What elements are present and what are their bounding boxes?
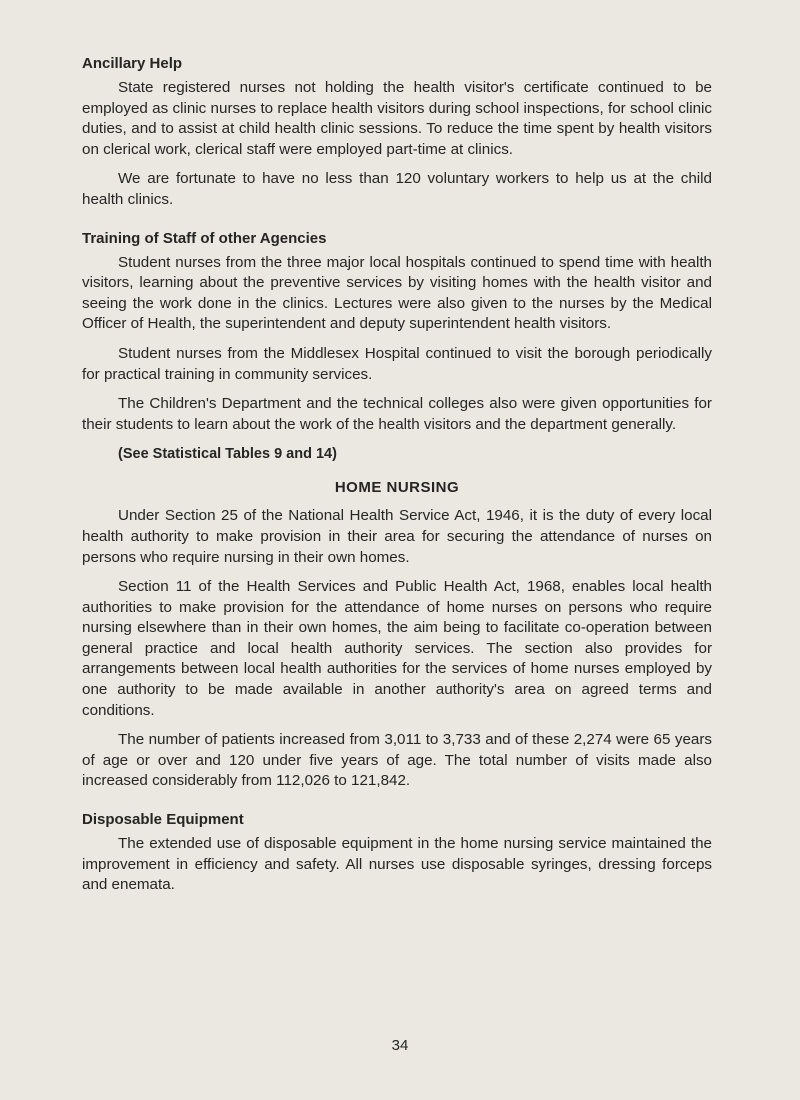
paragraph: The extended use of disposable equipment in the home nursing service maintained the improvement in efficiency and safety. All nurses use disposable syringes, dressing forceps and enemata.	[82, 835, 712, 894]
paragraph: State registered nurses not holding the health visitor's certificate continued to be employed as clinic nurses to replace health visitors during school inspections, for school clinic duties, and to assist at child health clinic sessions. To reduce the time spent by health visitors on clerical work, clerical staff were employed part-time at clinics.	[82, 79, 712, 158]
paragraph: We are fortunate to have no less than 120 voluntary workers to help us at the child health clinics.	[82, 170, 712, 208]
paragraph: The number of patients increased from 3,011 to 3,733 and of these 2,274 were 65 years of age or over and 120 under five years of age. The total number of visits made also increased considerably from 112,026 to 121,842.	[82, 731, 712, 790]
heading-ancillary-help: Ancillary Help	[82, 55, 183, 72]
heading-training-of-staff: Training of Staff of other Agencies	[82, 229, 327, 247]
statistical-tables-note: (See Statistical Tables 9 and 14)	[118, 446, 337, 463]
heading-disposable-equipment: Disposable Equipment	[82, 811, 244, 829]
paragraph: Section 11 of the Health Services and Public Health Act, 1968, enables local health authorities to make provision for the attendance of home nurses on persons who require nursing elsewhere than in their own homes, the aim being to facilitate co-operation between general practice and local health authority services. The section also provides for arrangements between local health authorities for the services of home nurses employed by one authority to be made available in another authority's area on agreed terms and conditions.	[82, 578, 712, 719]
heading-home-nursing: HOME NURSING	[334, 479, 460, 497]
paragraph: Student nurses from the three major local hospitals continued to spend time with health visitors, learning about the preventive services by visiting homes with the health visitor and seeing the work done in the clinics. Lectures were also given to the nurses by the Medical Officer of Health, the superintendent and deputy superintendent health visitors.	[82, 253, 712, 333]
page-number: 34	[391, 1037, 409, 1054]
paragraph: Student nurses from the Middlesex Hospital continued to visit the borough periodically for practical training in community services.	[82, 344, 712, 383]
document-page	[82, 54, 712, 905]
paragraph: Under Section 25 of the National Health Service Act, 1946, it is the duty of every local health authority to make provision in their area for securing the attendance of nurses on persons who require nursing in their own homes.	[82, 507, 712, 566]
paragraph: The Children's Department and the technical colleges also were given opportunities for their students to learn about the work of the health visitors and the department generally.	[82, 395, 712, 433]
